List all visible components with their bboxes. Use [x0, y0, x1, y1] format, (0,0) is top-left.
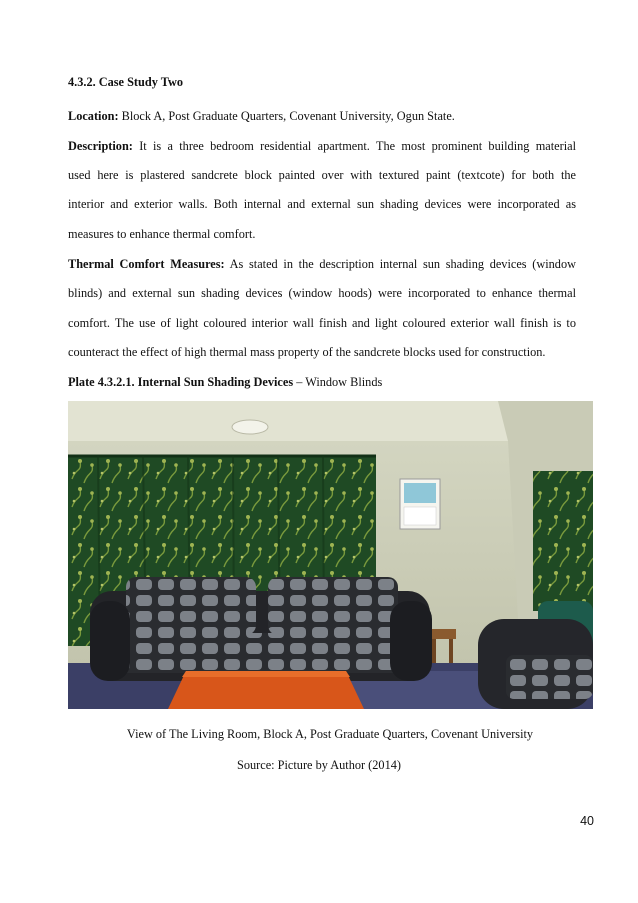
thermal-label: Thermal Comfort Measures:	[68, 257, 225, 271]
plate-title	[68, 374, 576, 390]
thermal-line-4: counteract the effect of high thermal mass property of the sandcrete blocks used for construction.	[68, 345, 546, 359]
figure-source: Source: Picture by Author (2014)	[237, 758, 401, 772]
thermal-line-2: blinds) and external sun shading devices (window hoods) were incorporated to enhance thermal	[68, 286, 576, 300]
description-line-4: measures to enhance thermal comfort.	[68, 227, 256, 241]
thermal-line-1: Thermal Comfort Measures: As stated in the description internal sun shading devices (window	[68, 257, 576, 271]
figure-caption: View of The Living Room, Block A, Post Graduate Quarters, Covenant University	[126, 727, 534, 741]
description-line-1: Description: It is a three bedroom residential apartment. The most prominent building material	[68, 139, 576, 153]
location-label: Location:	[68, 109, 119, 123]
description-line-3: interior and exterior walls. Both internal and external sun shading devices were incorporated as	[68, 197, 576, 211]
living-room-photo	[68, 401, 593, 709]
location-text: Block A, Post Graduate Quarters, Covenant University, Ogun State.	[118, 109, 455, 123]
description-line-2: used here is plastered sandcrete block painted over with textured paint (textcote) for both the	[68, 168, 576, 182]
description-label: Description:	[68, 139, 133, 153]
location-paragraph	[68, 108, 576, 124]
section-heading: 4.3.2. Case Study Two	[68, 75, 184, 89]
plate-label: Plate 4.3.2.1. Internal Sun Shading Devices	[68, 375, 294, 389]
page-number: 40	[580, 814, 594, 828]
plate-suffix: – Window Blinds	[293, 375, 383, 389]
thermal-line-3: comfort. The use of light coloured interior wall finish and light coloured exterior wall finish is to	[68, 316, 576, 330]
